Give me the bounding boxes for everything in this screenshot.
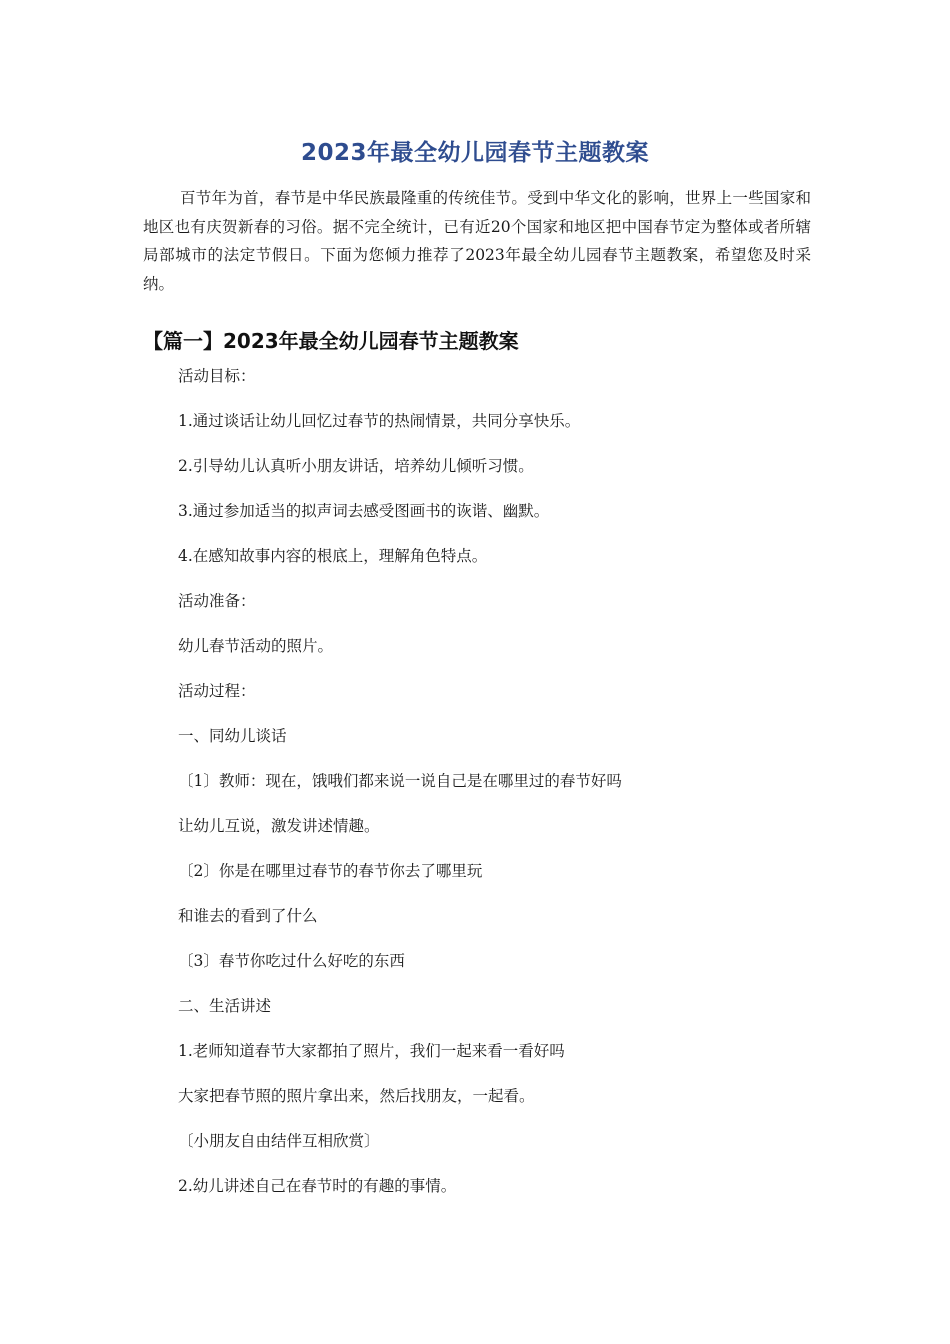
intro-paragraph: 百节年为首，春节是中华民族最隆重的传统佳节。受到中华文化的影响，世界上一些国家和地区也有庆贺新春的习俗。据不完全统计，已有近20个国家和地区把中国春节定为整体或者所辖局部城市的法定节假日。下面为您倾力推荐了2023年最全幼儿园春节主题教案，希望您及时采纳。 xyxy=(143,189,811,293)
body-line: 1.老师知道春节大家都拍了照片，我们一起来看一看好吗 xyxy=(178,1042,565,1060)
body-line: 大家把春节照的照片拿出来，然后找朋友，一起看。 xyxy=(178,1087,535,1105)
body-line: 3.通过参加适当的拟声词去感受图画书的诙谐、幽默。 xyxy=(178,502,550,520)
body-line: 〔小朋友自由结伴互相欣赏〕 xyxy=(178,1132,380,1150)
body-line: 和谁去的看到了什么 xyxy=(178,907,318,925)
body-line: 〔2〕你是在哪里过春节的春节你去了哪里玩 xyxy=(178,862,483,880)
body-lines xyxy=(178,364,818,1219)
body-line: 〔1〕教师：现在，饿哦们都来说一说自己是在哪里过的春节好吗 xyxy=(178,772,622,790)
body-line: 活动准备： xyxy=(178,592,256,610)
body-line: 2.引导幼儿认真听小朋友讲话，培养幼儿倾听习惯。 xyxy=(178,457,534,475)
body-line: 活动过程： xyxy=(178,682,256,700)
body-line: 2.幼儿讲述自己在春节时的有趣的事情。 xyxy=(178,1177,457,1195)
body-line: 幼儿春节活动的照片。 xyxy=(178,637,334,655)
body-line: 活动目标： xyxy=(178,367,256,385)
body-line: 4.在感知故事内容的根底上，理解角色特点。 xyxy=(178,547,488,565)
body-line: 1.通过谈话让幼儿回忆过春节的热闹情景，共同分享快乐。 xyxy=(178,412,581,430)
section-heading: 【篇一】2023年最全幼儿园春节主题教案 xyxy=(143,329,519,353)
document-title: 2023年最全幼儿园春节主题教案 xyxy=(300,140,649,166)
body-line: 二、生活讲述 xyxy=(178,997,272,1015)
body-line: 一、同幼儿谈话 xyxy=(178,727,287,745)
body-line: 让幼儿互说，激发讲述情趣。 xyxy=(178,817,380,835)
body-line: 〔3〕春节你吃过什么好吃的东西 xyxy=(178,952,405,970)
